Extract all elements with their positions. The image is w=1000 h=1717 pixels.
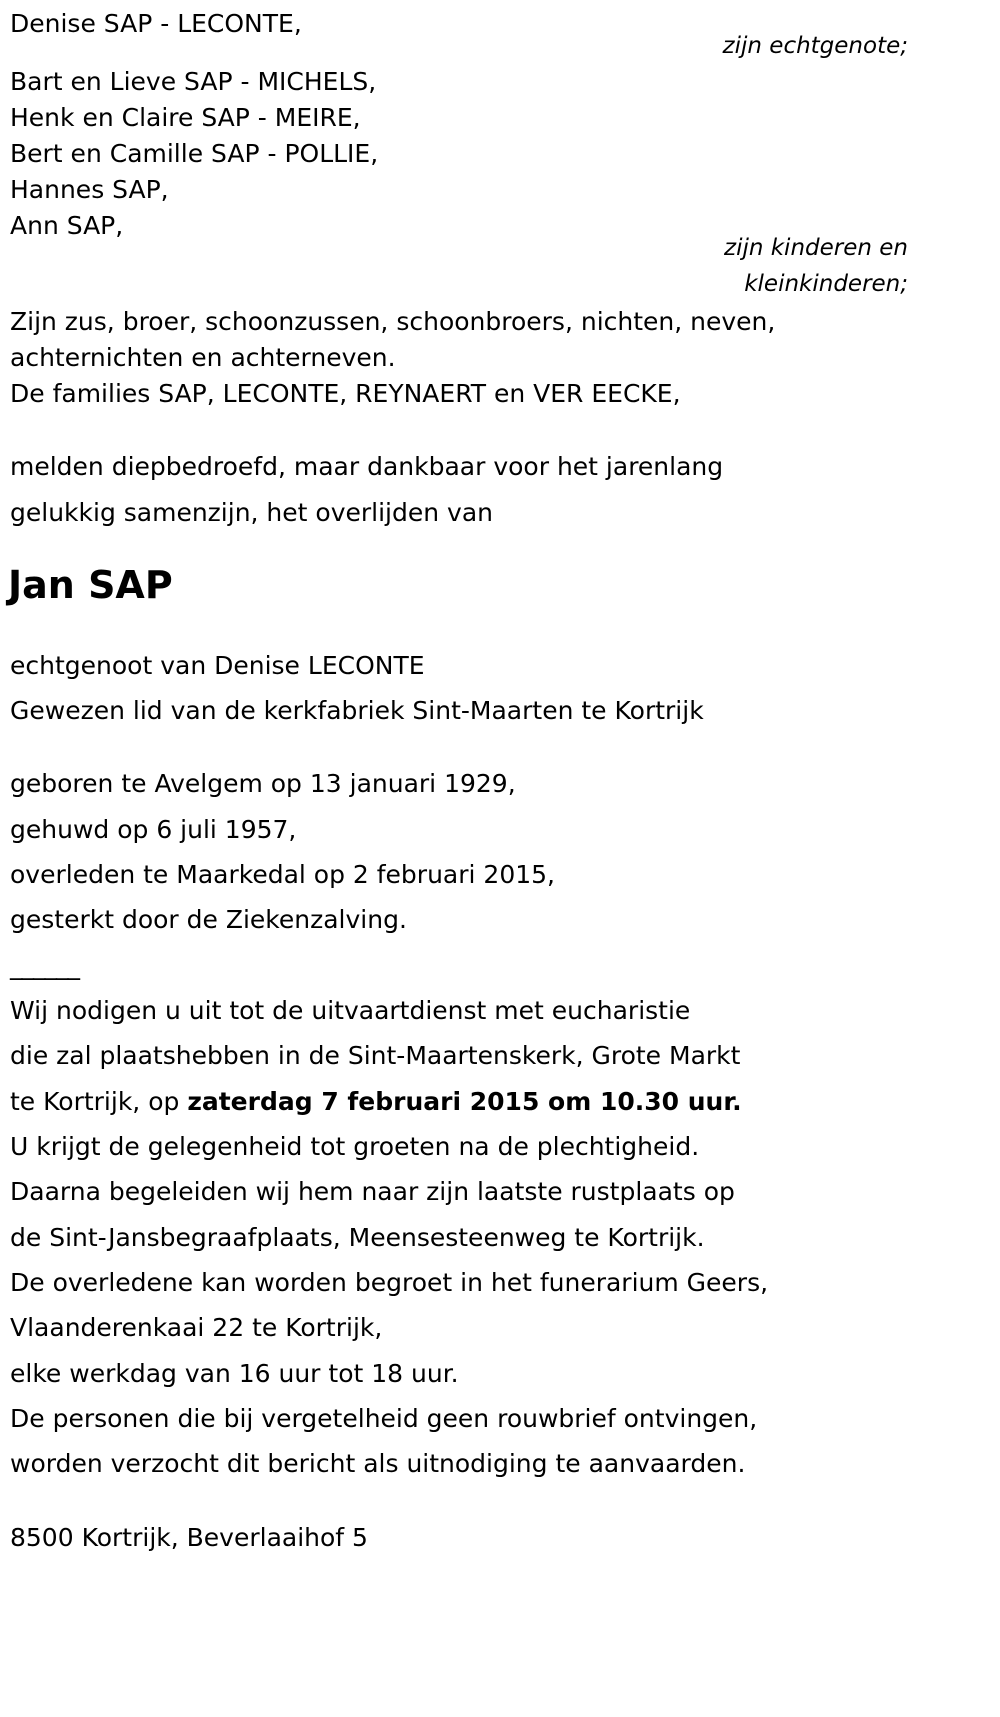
separator: ______ [10, 951, 79, 980]
date-line: overleden te Maarkedal op 2 februari 2015, [10, 860, 555, 889]
date-line: geboren te Avelgem op 13 januari 1929, [10, 769, 516, 798]
invitation-line: Wij nodigen u uit tot de uitvaartdienst met eucharistie [10, 996, 691, 1025]
deceased-line: Gewezen lid van de kerkfabriek Sint-Maarten te Kortrijk [10, 696, 704, 725]
child-line: Ann SAP, [10, 211, 124, 240]
children-role-line2: kleinkinderen; [744, 271, 908, 297]
invitation-line: De personen die bij vergetelheid geen rouwbrief ontvingen, [10, 1404, 758, 1433]
child-line: Hannes SAP, [10, 175, 169, 204]
deceased-line: echtgenoot van Denise LECONTE [10, 651, 425, 680]
invitation-line: worden verzocht dit bericht als uitnodiging te aanvaarden. [10, 1449, 746, 1478]
invitation-line: Daarna begeleiden wij hem naar zijn laatste rustplaats op [10, 1177, 735, 1206]
date-line: gehuwd op 6 juli 1957, [10, 815, 297, 844]
home-address: 8500 Kortrijk, Beverlaaihof 5 [10, 1523, 368, 1552]
service-datetime: zaterdag 7 februari 2015 om 10.30 uur. [187, 1087, 742, 1116]
invitation-line: Vlaanderenkaai 22 te Kortrijk, [10, 1313, 383, 1342]
date-line: gesterkt door de Ziekenzalving. [10, 905, 407, 934]
invitation-line: De overledene kan worden begroet in het funerarium Geers, [10, 1268, 769, 1297]
children-role-line1: zijn kinderen en [724, 235, 908, 261]
spouse-role: zijn echtgenote; [722, 33, 908, 59]
invitation-line: U krijgt de gelegenheid tot groeten na de plechtigheid. [10, 1132, 700, 1161]
child-line: Bert en Camille SAP - POLLIE, [10, 139, 379, 168]
invitation-line: die zal plaatshebben in de Sint-Maartenskerk, Grote Markt [10, 1041, 741, 1070]
relatives-line: achternichten en achterneven. [10, 343, 396, 372]
spouse-name: Denise SAP - LECONTE, [10, 9, 302, 38]
child-line: Henk en Claire SAP - MEIRE, [10, 103, 361, 132]
relatives-line: Zijn zus, broer, schoonzussen, schoonbroers, nichten, neven, [10, 307, 776, 336]
announcement-line: melden diepbedroefd, maar dankbaar voor het jarenlang [10, 452, 724, 481]
invitation-prefix: te Kortrijk, op [10, 1087, 188, 1116]
relatives-line: De families SAP, LECONTE, REYNAERT en VER EECKE, [10, 379, 681, 408]
invitation-line: de Sint-Jansbegraafplaats, Meensesteenweg te Kortrijk. [10, 1223, 705, 1252]
invitation-line-date [10, 1086, 742, 1118]
announcement-line: gelukkig samenzijn, het overlijden van [10, 498, 493, 527]
invitation-line: elke werkdag van 16 uur tot 18 uur. [10, 1359, 459, 1388]
child-line: Bart en Lieve SAP - MICHELS, [10, 67, 377, 96]
deceased-name: Jan SAP [8, 563, 173, 607]
